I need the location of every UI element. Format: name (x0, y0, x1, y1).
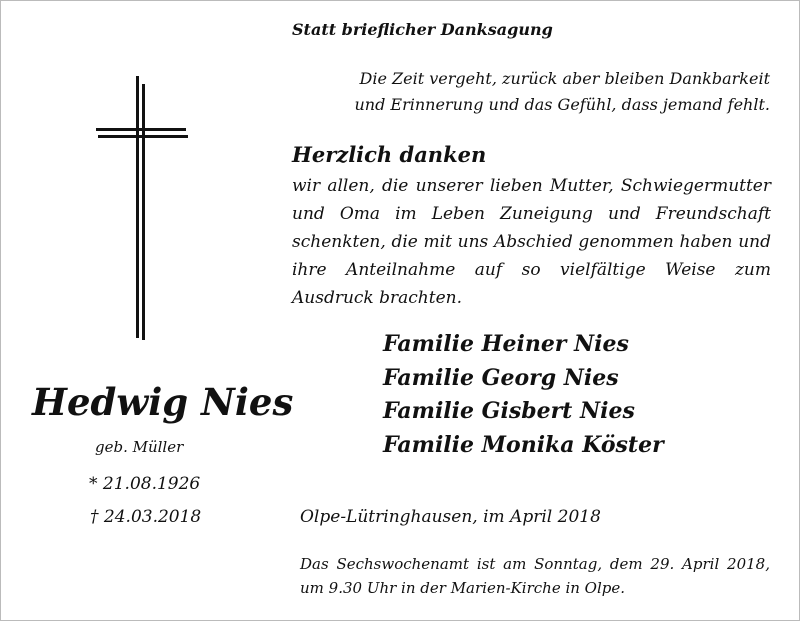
deceased-name: Hedwig Nies (32, 380, 294, 424)
family-name: Familie Georg Nies (383, 364, 619, 391)
maiden-name: geb. Müller (95, 438, 184, 456)
family-name: Familie Monika Köster (383, 431, 664, 458)
mass-notice: Das Sechswochenamt ist am Sonntag, dem 29. April 2018, um 9.30 Uhr in der Marien-Kirche in Olpe. (300, 555, 770, 597)
header-title: Statt brieflicher Danksagung (292, 20, 553, 39)
quote-line: und Erinnerung und das Gefühl, dass jemand fehlt. (354, 95, 770, 114)
family-name: Familie Gisbert Nies (383, 398, 635, 424)
place-date: Olpe-Lütringhausen, im April 2018 (300, 507, 601, 527)
family-name: Familie Heiner Nies (383, 331, 629, 357)
death-date: † 24.03.2018 (90, 507, 202, 527)
thanks-title: Herzlich danken (292, 142, 487, 167)
quote-line: Die Zeit vergeht, zurück aber bleiben Dankbarkeit (359, 69, 770, 88)
quote (354, 66, 770, 118)
cross-icon (92, 70, 192, 345)
birth-date: * 21.08.1926 (89, 474, 201, 494)
thanks-body: wir allen, die unserer lieben Mutter, Schwiegermutter und Oma im Leben Zuneigung und Freundschaft schenkten, die mit uns Abschied genommen haben und ihre Anteilnahme auf so vielfältige Weise zum Ausdruck brachten. (292, 176, 771, 308)
family-list (383, 328, 664, 462)
